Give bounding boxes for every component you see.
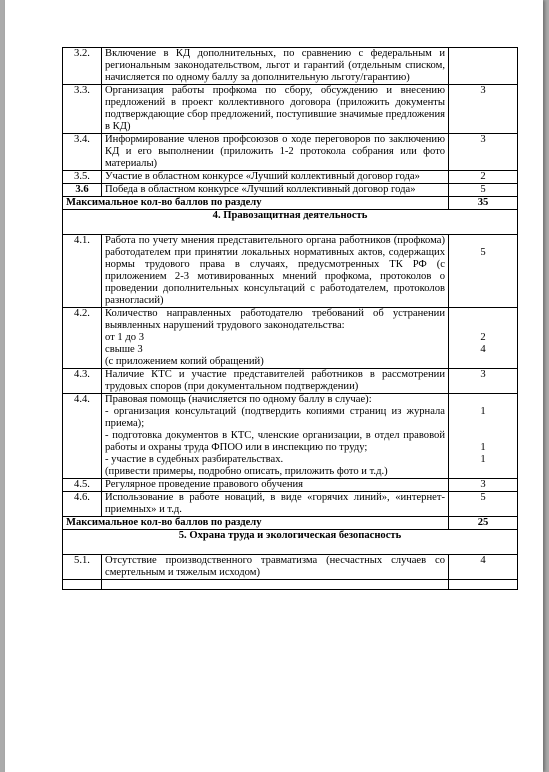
row-score-bullet-3: 1 — [480, 454, 486, 465]
row-option-1: от 1 до 3 — [105, 332, 145, 343]
row-number: 3.6 — [63, 184, 102, 197]
row-score — [449, 394, 518, 479]
row-number: 4.5. — [63, 479, 102, 492]
table-row — [63, 369, 518, 394]
row-number: 3.3. — [63, 85, 102, 134]
section-header-row — [63, 530, 518, 555]
row-score-option-2: 4 — [480, 344, 486, 355]
table-row — [63, 171, 518, 184]
row-note: (привести примеры, подробно описать, приложить фото и т.д.) — [105, 466, 388, 477]
row-note: (с приложением копий обращений) — [105, 356, 264, 367]
row-description: Информирование членов профсоюзов о ходе переговоров по заключению КД и его выполнении (приложить 1-2 протокола собрания или фото материалы) — [102, 134, 449, 171]
section-total-label: Максимальное кол-во баллов по разделу — [63, 517, 449, 530]
row-score: 3 — [449, 479, 518, 492]
row-bullet-1: - организация консультаций (подтвердить копиями страниц из журнала приема); — [105, 406, 445, 429]
table-row — [63, 134, 518, 171]
table-row — [63, 48, 518, 85]
row-description: Победа в областном конкурсе «Лучший коллективный договор года» — [102, 184, 449, 197]
row-number: 4.1. — [63, 235, 102, 308]
row-description: Использование в работе новаций, в виде «горячих линий», «интернет-приемных» и т.д. — [102, 492, 449, 517]
row-description: Наличие КТС и участие представителей работников в рассмотрении трудовых споров (при документальном подтверждении) — [102, 369, 449, 394]
criteria-table — [62, 47, 518, 590]
table-row — [63, 85, 518, 134]
row-score: 2 — [449, 171, 518, 184]
empty-cell — [449, 580, 518, 590]
row-score: 4 — [449, 555, 518, 580]
row-text: Количество направленных работодателю требований об устранении выявленных нарушений трудового законодательства: — [105, 308, 445, 331]
row-description: Отсутствие производственного травматизма (несчастных случаев со смертельным и тяжелым исходом) — [102, 555, 449, 580]
row-score — [449, 308, 518, 369]
table-row — [63, 479, 518, 492]
row-option-2: свыше 3 — [105, 344, 143, 355]
table-row — [63, 308, 518, 369]
row-description: Участие в областном конкурсе «Лучший коллективный договор года» — [102, 171, 449, 184]
row-bullet-2: - подготовка документов в КТС, членские организации, в отдел правовой работы и охраны труда ФПОО или в инспекцию по труду; — [105, 430, 445, 453]
row-description: Регулярное проведение правового обучения — [102, 479, 449, 492]
row-text: Правовая помощь (начисляется по одному баллу в случае): — [105, 394, 372, 405]
row-number: 3.5. — [63, 171, 102, 184]
row-score — [449, 48, 518, 85]
empty-cell — [102, 580, 449, 590]
table-row — [63, 235, 518, 308]
row-score: 5 — [449, 235, 518, 308]
document-page — [5, 0, 543, 772]
row-score-bullet-2: 1 — [480, 442, 486, 453]
row-bullet-3: - участие в судебных разбирательствах. — [105, 454, 284, 465]
section-total-row — [63, 517, 518, 530]
section-header-row — [63, 210, 518, 235]
row-number: 5.1. — [63, 555, 102, 580]
row-score-option-1: 2 — [480, 332, 486, 343]
row-description — [102, 394, 449, 479]
row-number: 4.4. — [63, 394, 102, 479]
row-number: 3.2. — [63, 48, 102, 85]
table-row — [63, 492, 518, 517]
row-number: 4.6. — [63, 492, 102, 517]
row-score: 5 — [449, 184, 518, 197]
table-row — [63, 394, 518, 479]
row-number: 3.4. — [63, 134, 102, 171]
row-description: Включение в КД дополнительных, по сравнению с федеральным и региональным законодательством, льгот и гарантий (отдельным списком, начисляется по одному баллу за дополнительную льготу/гарантию) — [102, 48, 449, 85]
empty-cell — [63, 580, 102, 590]
row-number: 4.2. — [63, 308, 102, 369]
row-description: Организация работы профкома по сбору, обсуждению и внесению предложений в проект коллективного договора (приложить документы подтверждающие сбор предложений, поступившие значимые предложения в КД) — [102, 85, 449, 134]
row-description — [102, 308, 449, 369]
table-row — [63, 184, 518, 197]
row-score: 3 — [449, 369, 518, 394]
section-total-label: Максимальное кол-во баллов по разделу — [63, 197, 449, 210]
row-number: 4.3. — [63, 369, 102, 394]
row-score: 3 — [449, 85, 518, 134]
row-description: Работа по учету мнения представительного органа работников (профкома) работодателем при принятии локальных нормативных актов, содержащих нормы трудового права в случаях, предусмотренных ТК РФ (с приложением 2-3 мотивированных мнений профкома, протоколов о проведении дополнительных консультаций с работодателем, протоколов разногласий) — [102, 235, 449, 308]
section-title: 5. Охрана труда и экологическая безопасность — [63, 530, 518, 555]
table-row — [63, 580, 518, 590]
row-score: 5 — [449, 492, 518, 517]
section-total-score: 25 — [449, 517, 518, 530]
section-title: 4. Правозащитная деятельность — [63, 210, 518, 235]
table-row — [63, 555, 518, 580]
section-total-row — [63, 197, 518, 210]
section-total-score: 35 — [449, 197, 518, 210]
row-score: 3 — [449, 134, 518, 171]
row-score-bullet-1: 1 — [480, 406, 486, 417]
